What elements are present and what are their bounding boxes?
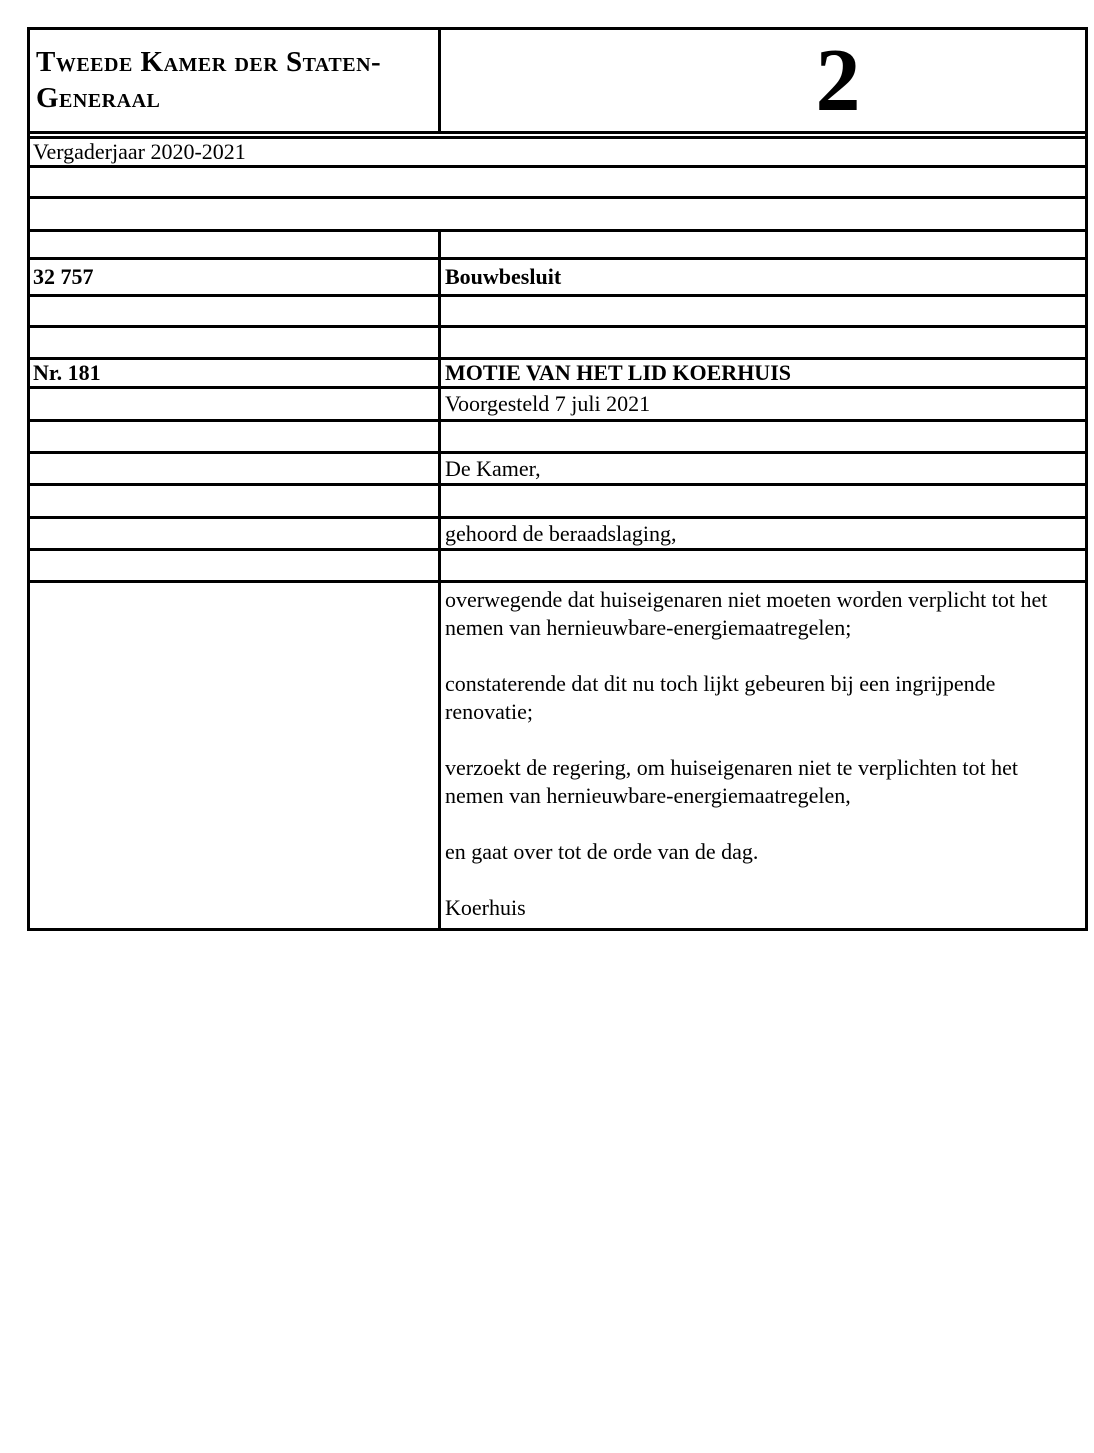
empty-cell [440,327,1087,359]
page-number: 2 [440,29,1087,133]
proposed-date: Voorgesteld 7 juli 2021 [440,388,1087,421]
motion-paragraph: constaterende dat dit nu toch lijkt gebeuren bij een ingrijpende renovatie; [445,671,996,724]
dossier-title: Bouwbesluit [440,259,1087,296]
institution-name: Tweede Kamer der Staten-Generaal [29,29,440,133]
empty-row [29,550,1087,582]
dossier-number: 32 757 [29,259,440,296]
empty-cell [29,231,440,259]
empty-row [29,421,1087,453]
motion-title-row [29,359,1087,388]
empty-row [29,485,1087,518]
motion-paragraph: en gaat over tot de orde van de dag. [445,839,759,864]
motion-opening-row [29,453,1087,485]
empty-cell [29,518,440,550]
empty-cell [29,485,440,518]
empty-row [29,198,1087,231]
empty-cell [29,582,440,930]
empty-row [29,296,1087,327]
motion-paragraph: verzoekt de regering, om huiseigenaren niet te verplichten tot het nemen van hernieuwbare-energiemaatregelen, [445,755,1018,808]
empty-cell [440,421,1087,453]
motion-title: MOTIE VAN HET LID KOERHUIS [440,359,1087,388]
empty-cell [29,167,1087,198]
empty-row [29,231,1087,259]
empty-cell [29,550,440,582]
empty-cell [440,485,1087,518]
empty-cell [440,296,1087,327]
motion-paragraph: overwegende dat huiseigenaren niet moeten worden verplicht tot het nemen van hernieuwbare-energiemaatregelen; [445,587,1048,640]
empty-cell [29,296,440,327]
empty-cell [29,198,1087,231]
empty-cell [29,453,440,485]
motion-deliberation: gehoord de beraadslaging, [440,518,1087,550]
motion-body [440,582,1087,930]
session-year-row [29,138,1087,167]
empty-cell [29,327,440,359]
motion-deliberation-row [29,518,1087,550]
empty-cell [29,388,440,421]
motion-signature: Koerhuis [445,895,526,920]
empty-row [29,167,1087,198]
document-number: Nr. 181 [29,359,440,388]
proposed-date-row [29,388,1087,421]
empty-row [29,327,1087,359]
empty-cell [440,231,1087,259]
motion-body-row [29,582,1087,930]
empty-cell [29,421,440,453]
document-table [27,27,1088,931]
session-year: Vergaderjaar 2020-2021 [29,138,1087,167]
motion-opening: De Kamer, [440,453,1087,485]
header-row [29,29,1087,133]
empty-cell [440,550,1087,582]
dossier-row [29,259,1087,296]
